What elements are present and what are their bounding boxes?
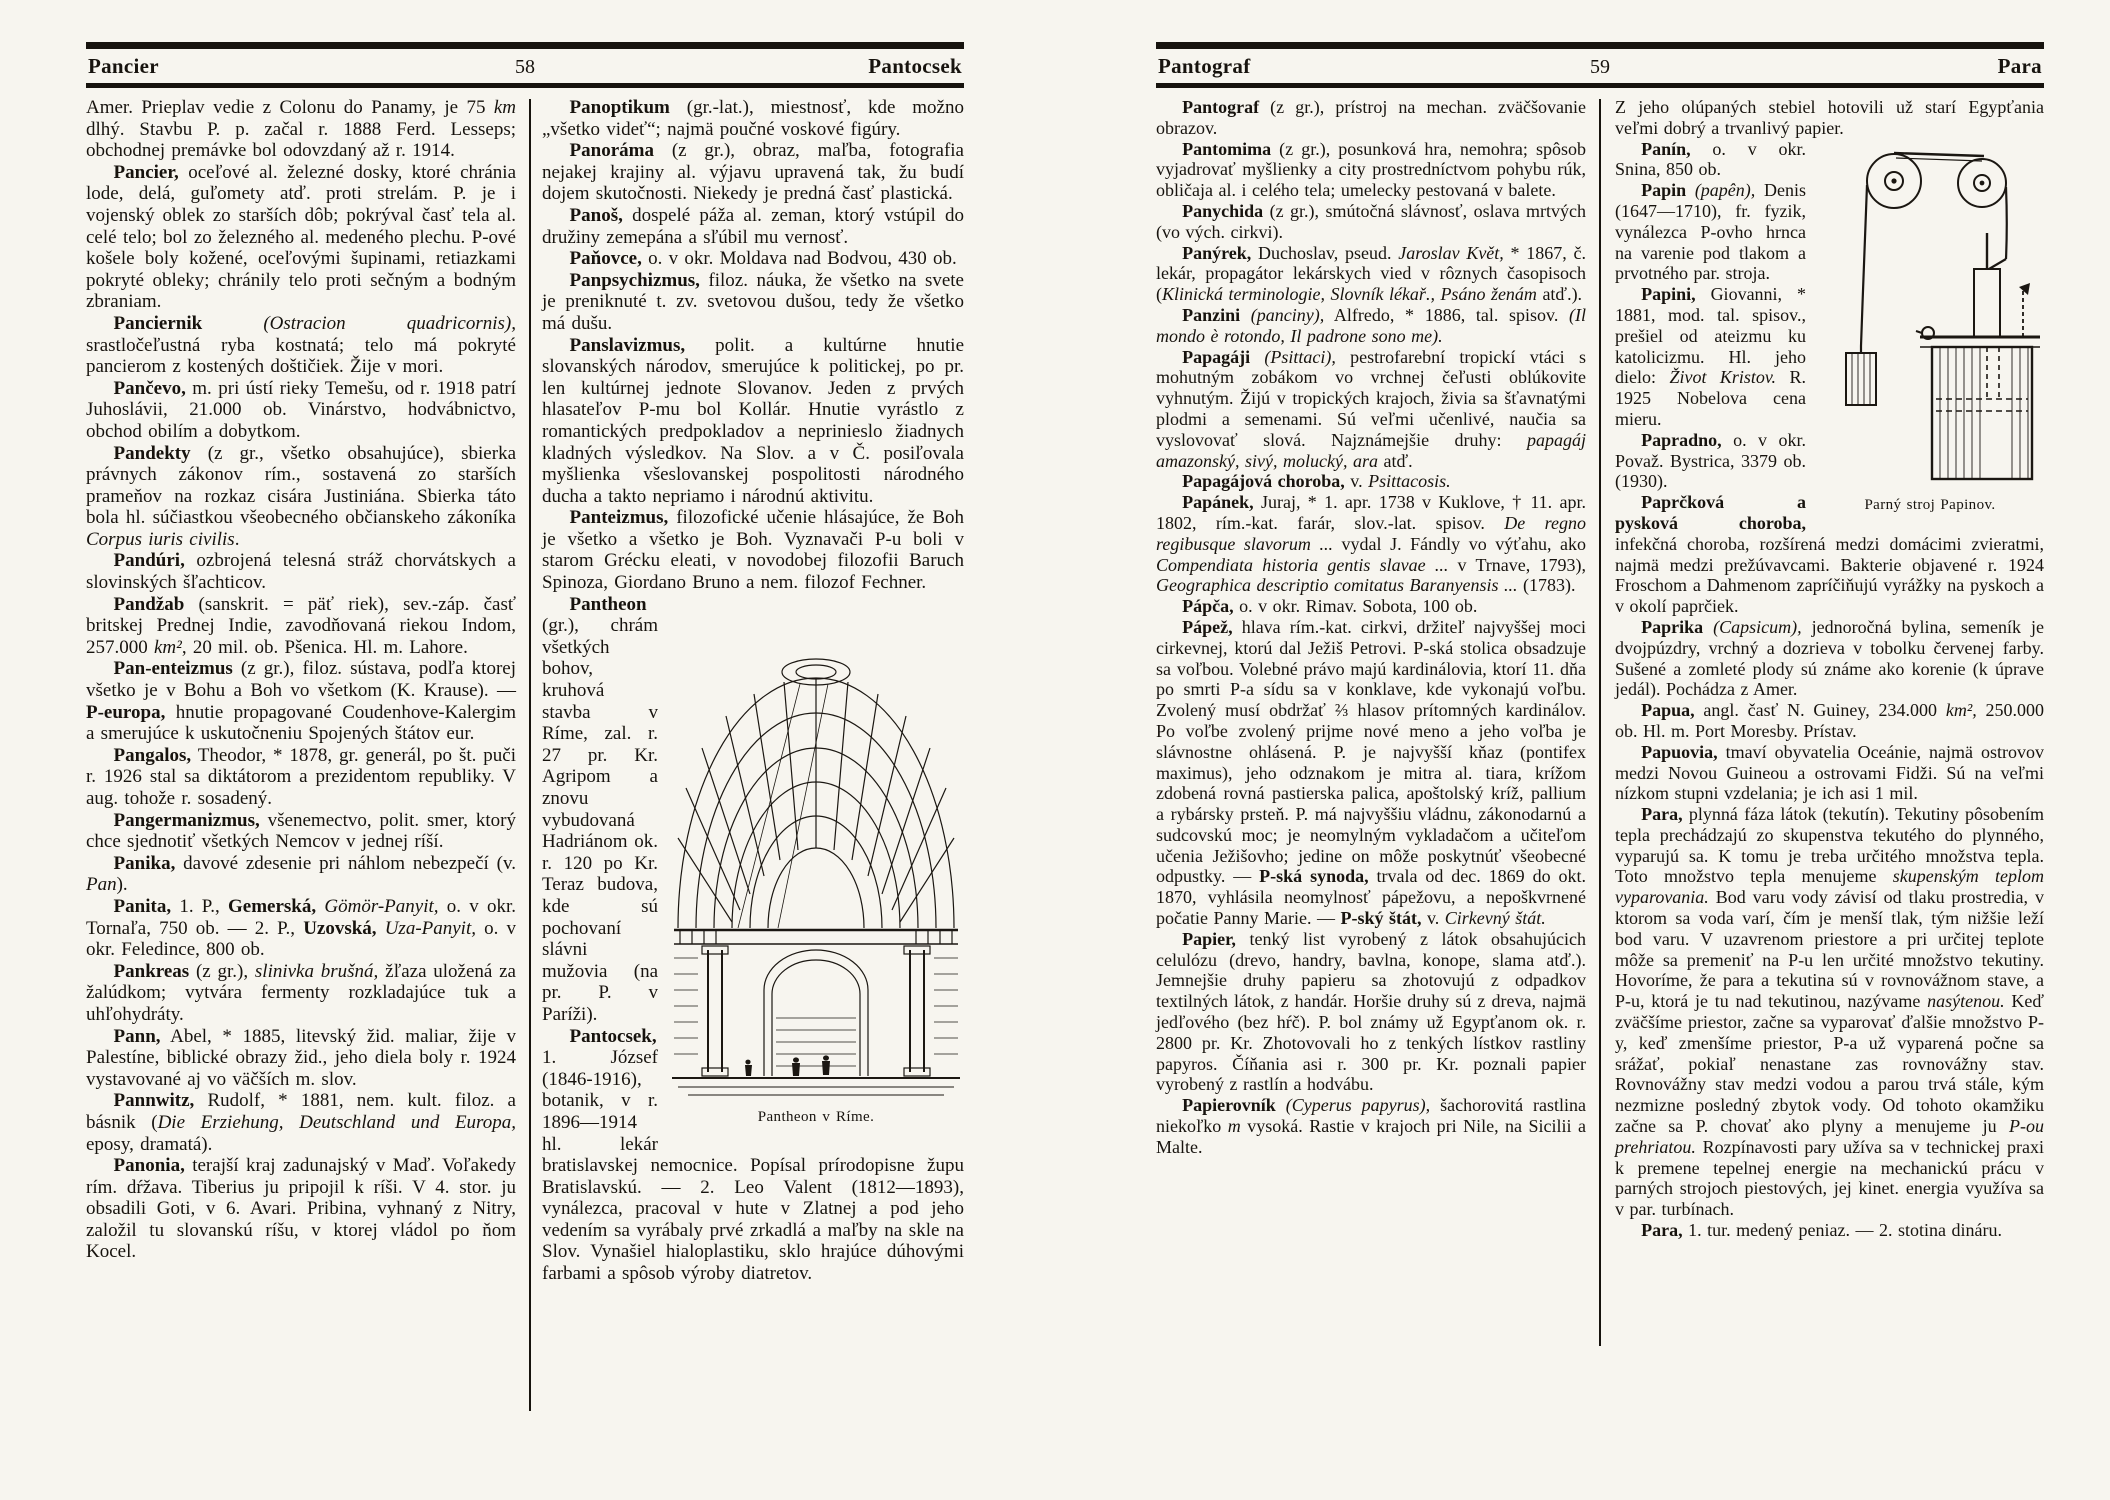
page-58 — [86, 42, 964, 1497]
entry-paragraph: Pancier, oceľové al. železné dosky, ktoré chránia lode, delá, guľomety atď. proti strelám. P. je i vojenský oblek zo starších dôb; pokrýval časť tela al. celé telo; bol zo železného al. medeného plechu. P-ové košele boly kožené, oceľovými šupinami, retiazkami pokryté obleky; chránily telo proti sečným a bodným zbraniam. — [86, 161, 516, 313]
entry-paragraph: Pangermanizmus, všenemectvo, polit. smer, ktorý chce sjednotiť všetkých Nemcov v jednej ríší. — [86, 809, 516, 853]
column-4-lead-in — [1615, 97, 2044, 139]
entry-paragraph: Panoš, dospelé páža al. zeman, ktorý vstúpil do družiny zemepána a sľúbil mu vernosť. — [542, 204, 964, 248]
entry-paragraph: Pančevo, m. pri ústí rieky Temešu, od r. 1918 patrí Juhoslávii, 21.000 ob. Vinárstvo, hodvábnictvo, obchod obilím a dobytkom. — [86, 377, 516, 442]
entry-paragraph: Panonia, terajší kraj zadunajský v Maď. Voľakedy rím. dŕžava. Tiberius ju pripojil k ríši. V 4. stor. ju obsadili Goti, v 6. Avari. Pribina, vyhnaný z Nitry, založil tu slovanskú ríšu, v ktorej vládol po ňom Kocel. — [86, 1155, 516, 1263]
entry-paragraph: Panika, davové zdesenie pri náhlom nebezpečí (v. Pan). — [86, 852, 516, 896]
entry-paragraph: Pápča, o. v okr. Rimav. Sobota, 100 ob. — [1182, 596, 1478, 617]
page-number-59: 59 — [1589, 56, 1610, 78]
entry-paragraph: Panciernik (Ostracion quadricornis), srastločeľustná ryba kostnatá; telo má pokryté pancierom z kostených doštičiek. Žije v mori. — [86, 312, 516, 378]
entry-paragraph: Paprčková a pysková choroba, infekčná choroba, rozšírená medzi domácimi zvieratmi, najmä medzi prežúvavcami. Bakterie objavené r. 1924 Froschom a Dahmenom zapríčiňujú vyrážky na pyskoch a v okolí paprčiek. — [1615, 492, 2044, 617]
catchword-left: Pancier — [88, 54, 159, 78]
entry-paragraph: Panín, o. v okr. Snina, 850 ob. — [1615, 138, 1806, 180]
page-59 — [1156, 42, 2044, 1497]
entry-paragraph: Pannwitz, Rudolf, * 1881, nem. kult. filoz. a básnik (Die Erziehung, Deutschland und Europa, eposy, dramatá). — [86, 1090, 517, 1155]
entry-paragraph: Papagájová choroba, v. Psittacosis. — [1182, 471, 1451, 492]
engine-caption: Parný stroj Papinov. — [1864, 496, 1996, 513]
column-3 — [1156, 97, 1586, 1158]
entry-paragraph: Panslavizmus, polit. a kultúrne hnutie slovanských národov, smerujúce k politickej, po pr. len kultúrnej jednote Slovanov. Jeden z prvých hlasateľov P-mu bol Kollár. Hnutie vyrástlo z romantických predpokladov a neprinieslo žiadnych kladných výsledkov. Na Slov. a v Č. posiľovala myšlienka všeslovanskej pospolitosti národného ducha a takto nepriamo i národnú aktivitu. — [542, 334, 964, 507]
entry-paragraph: Papradno, o. v okr. Považ. Bystrica, 3379 ob. (1930). — [1615, 429, 1806, 492]
entry-paragraph: Papagáji (Psittaci), pestrofarební tropickí vtáci s mohutným zobákom vo vrchnej čeľusti oblúkovite vyhnutým. Žijú v tropických krajoch, živia sa šťavnatými plodmi a semenami. Sú veľmi učenlivé, naučia sa vyslovovať slová. Najznámejšie druhy: papagáj amazonský, sivý, molucký, ara atď. — [1156, 346, 1586, 471]
entry-paragraph: Panita, 1. P., Gemerská, Gömör-Panyit, o. v okr. Tornaľa, 750 ob. — 2. P., Uzovská, Uza-Panyit, o. v okr. Feledince, 800 ob. — [86, 895, 517, 961]
entry-paragraph: Panoptikum (gr.-lat.), miestnosť, kde možno „všetko videť“; najmä poučné voskové figúry. — [542, 97, 964, 140]
entry-paragraph: Papier, tenký list vyrobený z látok obsahujúcich celulózu (drevo, handry, bavlna, konope, slama atď.). Jemnejšie druhy papieru sa zhotovujú z odpadkov textilných látok, z handár. Horšie druhy sú z dreva, najmä jedľového (bez hŕč). P. bol známy už Egypťanom ok. r. 2800 pr. Kr. Zhotovovali ho z tenkých lístkov rastliny papyros. Číňania asi r. 300 pr. Kr. poznali papier vyrobený z rastlín a hodvábu. — [1156, 928, 1586, 1095]
entry-paragraph: Pápež, hlava rím.-kat. cirkvi, držiteľ najvyššej moci cirkevnej, ktorú dal Ježiš Petrovi. P-ská stolica obsadzuje sa voľbou. Volebné právo majú kardinálovia, ktorí 11. dňa po smrti P-a sídu sa v konklave, kde vykonajú voľbu. Zvolený musí obdržať ⅔ hlasov prítomných kardinálov. Po voľbe zvolený prijme nové meno a jeho voľba je slávnostne ohlásená. P. je najvyšší kňaz (pontifex maximus), jeho odznakom je mitra al. tiara, krížom zdobená rovná pastierska palica, apoštolský kríž, pallium a rybársky prsteň. P. má najvyššiu vládnu, zákonodarnú a sudcovskú moc; je neomylným vykladačom a učiteľom učenia Ježišovho; jedine on môže poskytnúť všeobecné odpustky. — P-ská synoda, trvala od dec. 1869 do okt. 1870, vyhlásila neomylnosť pápežovu, a nepoškvrnené počatie Panny Marie. — P-ský štát, v. Cirkevný štát. — [1156, 616, 1586, 929]
entry-paragraph: Papini, Giovanni, * 1881, mod. tal. spisov., prešiel od ateizmu ku katolicizmu. Hl. jeho dielo: Život Kristov. R. 1925 Nobelova cena mieru. — [1615, 284, 1806, 429]
entry-paragraph: Pantheon (gr.), chrám všetkých bohov, kruhová stavba v Ríme, zal. r. 27 pr. Kr. Agripom a znovu vybudovaná Hadriánom ok. r. 120 po Kr. Teraz budova, kde sú pochovaní slávni mužovia (na pr. P. v Paríži). — [542, 593, 658, 1025]
pantheon-figure — [668, 598, 964, 1129]
entry-paragraph: Paňovce, o. v okr. Moldava nad Bodvou, 430 ob. — [569, 248, 957, 270]
entry-paragraph: Papua, angl. časť N. Guiney, 234.000 km², 250.000 ob. Hl. m. Port Moresby. Prístav. — [1615, 700, 2045, 741]
entry-paragraph: Pantomima (z gr.), posunková hra, nemohra; spôsob vyjadrovať myšlienky a city prostredníctvom pohybu rúk, obličaja al. i celého tela; umelecky pestovaná v balete. — [1156, 138, 1586, 201]
catchword-right: Para — [1997, 54, 2042, 78]
entry-paragraph: Papuovia, tmaví obyvatelia Oceánie, najmä ostrovov medzi Novou Guineou a ostrovami Fidži. Sú na veľmi nízkom stupni vzdelania; je ich asi 1 mil. — [1615, 741, 2044, 804]
entry-paragraph: Para, plynná fáza látok (tekutín). Tekutiny pôsobením tepla prechádzajú zo skupenstva tekutého do plynného, vyparujú sa. K tomu je treba určitého množstva tepla. Toto množstvo tepla menujeme skupenským teplom vyparovania. Bod varu vody závisí od tlaku prostredia, v ktorom sa voda varí, čím je menší tlak, tým nižšie leží bod varu. V uzavrenom priestore a pri určitej teplote môže sa premeniť na P-u len určité množstvo tekutiny. Hovoríme, že para a tekutina sú v rovnovážnom stave, a P-u, ktorá je tu nad tekutinou, nazývame nasýtenou. Keď zväčšíme priestor, začne sa vyparovať ďalšie množstvo P-y, keď zmenšíme priestor, P-a už vyparená počne sa srážať, pokiaľ nenastane zas rovnovážny stav. Rovnovážny stav medzi vodou a parou trvá stále, kým nezmizne posledný zbytok vody. Od tohoto okamžiku začne sa P. chovať ako plyny a menujeme ju P-ou prehriatou. Rozpínavosti pary užíva sa v technickej praxi k premene tepelnej energie na mechanickú prácu v parných strojoch piestových, jej kinet. energia využíva sa v par. turbínach. — [1615, 804, 2045, 1220]
papin-steam-engine-figure — [1816, 141, 2044, 516]
entry-paragraph: Panýrek, Duchoslav, pseud. Jaroslav Květ, * 1867, č. lekár, propagátor lekárskych vied v rôznych časopisoch (Klinická terminologie, Slovník lékař., Psáno ženám atď.). — [1156, 242, 1586, 305]
page-number-58: 58 — [514, 56, 535, 78]
entry-paragraph: Pandžab (sanskrit. = päť riek), sev.-záp. časť britskej Prednej Indie, zavodňovaná riekou Indom, 257.000 km², 20 mil. ob. Pšenica. Hl. m. Lahore. — [86, 593, 516, 658]
entry-paragraph: Pann, Abel, * 1885, litevský žid. maliar, žije v Palestíne, biblické obrazy žid., jeho diela boly r. 1924 vystavované aj vo väčších m. slov. — [86, 1025, 516, 1090]
entry-paragraph: Panteizmus, filozofické učenie hlásajúce, že Boh je všetko a všetko je Boh. Vyznavači P-u boli v starom Grécku eleati, v novodobej filozofii Baruch Spinoza, Giordano Bruno a nem. filozof Fechner. — [542, 507, 964, 594]
entry-paragraph: Pan-enteizmus (z gr.), filoz. sústava, podľa ktorej všetko je v Bohu a Boh vo všetkom (K. Krause). — P-europa, hnutie propagované Coudenhove-Kalergim a smerujúce k uskutočneniu Spojených štátov eur. — [86, 658, 516, 745]
running-header-right-page — [1156, 42, 2044, 88]
pantheon-engraving — [668, 598, 964, 1103]
column-divider-rule — [529, 99, 531, 1411]
entry-paragraph: Pankreas (z gr.), slinivka brušná, žľaza uložená za žalúdkom; vytvára fermenty rozkladajúce tuk a uhľohydráty. — [86, 960, 516, 1025]
column-divider-rule — [1599, 99, 1601, 1346]
catchword-left: Pantograf — [1158, 54, 1251, 78]
entry-paragraph: Pangalos, Theodor, * 1878, gr. generál, po št. puči r. 1926 stal sa diktátorom a prezidentom republiky. V aug. tohože r. sosadený. — [86, 744, 516, 809]
papin-steam-engine-drawing — [1816, 141, 2044, 491]
entry-paragraph: Pandúri, ozbrojená telesná stráž chorvátskych a slovinských šľachticov. — [86, 550, 516, 594]
column-4 — [1615, 97, 2044, 1241]
entry-paragraph: Panychida (z gr.), smútočná slávnosť, oslava mrtvých (vo vých. cirkvi). — [1156, 200, 1586, 242]
entry-paragraph: Panzini (panciny), Alfredo, * 1886, tal. spisov. (Il mondo è rotondo, Il padrone sono me). — [1156, 304, 1586, 346]
entry-paragraph: Panoráma (z gr.), obraz, maľba, fotografia nejakej krajiny al. výjavu upravená tak, žu budí dojem skutočnosti. Niekedy je predná časť plastická. — [542, 140, 964, 205]
column-2-upper-entries — [542, 97, 964, 594]
catchword-right: Pantocsek — [868, 54, 962, 78]
entry-paragraph: Pandekty (z gr., všetko obsahujúce), sbierka právnych zákonov rím., sostavená zo starších prameňov na rozkaz cisára Justiniána. Sbierka táto bola hl. súčiastkou všeobecného občianskeho zákoníka Corpus iuris civilis. — [86, 442, 516, 550]
entry-paragraph: Para, 1. tur. medený peniaz. — 2. stotina dináru. — [1641, 1220, 2003, 1241]
entry-paragraph: Papánek, Juraj, * 1. apr. 1738 v Kuklove, † 11. apr. 1802, rím.-kat. farár, slov.-lat. spisov. De regno regibusque slavorum ... vydal J. Fándly vo výťahu, ako Compendiata historia gentis slavae ... v Trnave, 1793), Geographica descriptio comitatus Baranyensis ... (1783). — [1156, 492, 1586, 596]
entry-paragraph: Pantocsek, 1. József (1846-1916), botanik, v r. 1896—1914 hl. lekár bratislavskej nemocnice. Popísal prírodopisne župu Bratislavskú. — 2. Leo Valent (1812—1893), vynálezca, pracoval v hute v Zlatnej a pod jeho vedením sa vyrábaly prvé zrkadlá a maľby na skle na Slov. Vynašiel hialoplastiku, sklo hrajúce dúhovými farbami a spôsob výroby diatretov. — [542, 1025, 964, 1285]
entry-paragraph: Papierovník (Cyperus papyrus), šachorovitá rastlina niekoľko m vysoká. Rastie v krajoch pri Nile, na Sicilii a Malte. — [1156, 1095, 1587, 1157]
entry-paragraph: Amer. Prieplav vedie z Colonu do Panamy, je 75 km dlhý. Stavbu P. p. začal r. 1888 Ferd. Lesseps; obchodnej premávke bol odovzdaný až r. 1914. — [86, 97, 516, 162]
running-header-left-page — [86, 42, 964, 88]
entry-paragraph: Papin (papên), Denis (1647—1710), fr. fyzik, vynálezca P-ovho hrnca na varenie pod tlakom a prvotného par. stroja. — [1615, 180, 1806, 284]
column-2 — [542, 97, 964, 1285]
entry-paragraph: Paprika (Capsicum), jednoročná bylina, semeník je dvojpúzdry, vrchný a dozrieva v tobolku červenej farby. Sušené a zomleté plody sú známe ako korenie (k úprave jedál). Pochádza z Amer. — [1615, 616, 2044, 700]
column-1 — [86, 97, 516, 1263]
entry-paragraph: Pantograf (z gr.), prístroj na mechan. zväčšovanie obrazov. — [1156, 97, 1586, 138]
text-columns-right-page — [1156, 97, 2044, 1497]
entry-paragraph: Panpsychizmus, filoz. náuka, že všetko na svete je preniknuté t. zv. svetovou dušou, tedy že všetko má dušu. — [542, 269, 964, 334]
text-columns-left-page — [86, 97, 964, 1497]
entry-paragraph: Z jeho olúpaných stebiel hotovili už starí Egypťania veľmi dobrý a trvanlivý papier. — [1615, 97, 2044, 138]
pantheon-caption: Pantheon v Ríme. — [757, 1108, 875, 1125]
